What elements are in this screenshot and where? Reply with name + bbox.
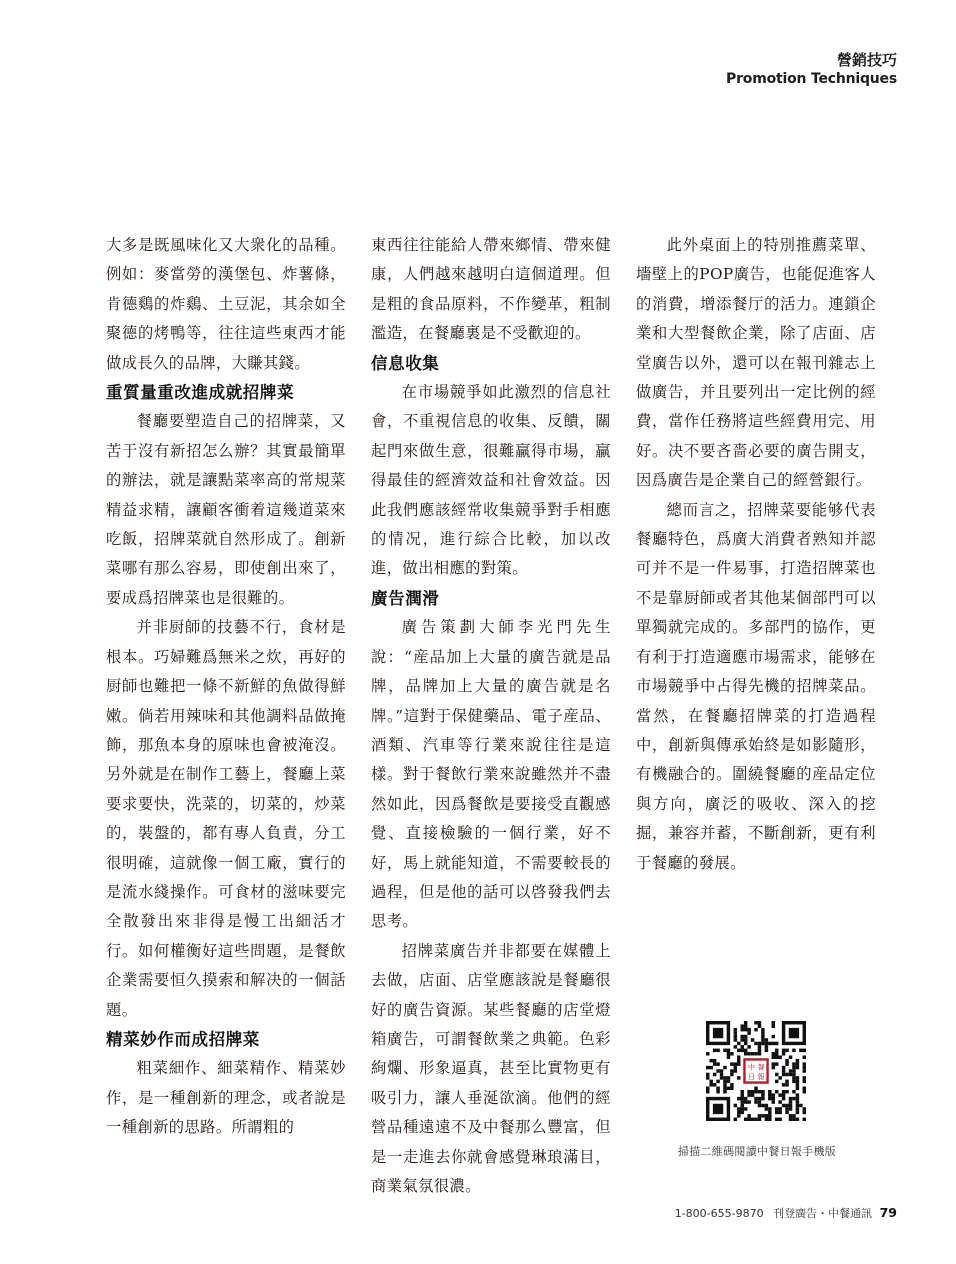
section-title-zh: 營銷技巧 — [836, 51, 897, 69]
body-paragraph: 粗菜細作、細菜精作、精菜妙作，是一種創新的理念，或者說是一種創新的思路。所謂粗的 — [106, 1059, 346, 1137]
qr-code[interactable] — [706, 1021, 806, 1121]
page-number: 79 — [879, 1205, 897, 1220]
article-column-3 — [636, 231, 876, 878]
qr-logo-char: 日 — [748, 1072, 756, 1081]
qr-caption: 掃描二維碼閱讀中餐日報手機版 — [677, 1145, 837, 1158]
body-paragraph: 招牌菜廣告并非都要在媒體上去做，店面、店堂應該說是餐廳很好的廣告資源。某些餐廳的店堂燈箱廣告，可謂餐飲業之典範。色彩絢爛、形象逼真，甚至比實物更有吸引力，讓人垂涎欲滴。他們的經營品種遠遠不及中餐那么豐富，但是一走進去你就會感覺琳琅滿目，商業氣氛很濃。 — [371, 941, 611, 1195]
body-paragraph: 餐廳要塑造自己的招牌菜，又苦于沒有新招怎么辦？其實最簡單的辦法，就是讓點菜率高的常規菜精益求精，讓顧客衝着這幾道菜來吃飯，招牌菜就自然形成了。創新菜哪有那么容易，即使創出來了，要成爲招牌菜也是很難的。 — [106, 412, 346, 607]
section-heading: 精菜妙作而成招牌菜 — [106, 1029, 260, 1049]
body-paragraph: 并非厨師的技藝不行，食材是根本。巧婦難爲無米之炊，再好的厨師也難把一條不新鮮的魚做得鮮嫩。倘若用辣味和其他調料品做掩飾，那魚本身的原味也會被淹沒。另外就是在制作工藝上，餐廳上菜要求要快，洗菜的，切菜的，炒菜的，裝盤的，都有專人負責，分工很明確，這就像一個工廠，實行的是流水綫操作。可食材的滋味要完全散發出來非得是慢工出細活才行。如何權衡好這些問題，是餐飲企業需要恒久摸索和解决的一個話題。 — [106, 618, 346, 1019]
footer-label: 刊登廣告・中餐通訊 — [773, 1207, 873, 1220]
qr-logo-char: 餐 — [757, 1063, 765, 1072]
body-paragraph: 在市場競爭如此激烈的信息社會，不重視信息的收集、反饋，關起門來做生意，很難贏得市場，贏得最佳的經濟效益和社會效益。因此我們應該經常收集競爭對手相應的情况，進行綜合比較，加以改進，做出相應的對策。 — [371, 383, 611, 578]
body-paragraph: 大多是既風味化又大衆化的品種。例如：麥當勞的漢堡包、炸薯條，肯德鷄的炸鷄、土豆泥，其余如全聚德的烤鴨等，往往這些東西才能做成長久的品牌，大賺其錢。 — [106, 236, 346, 372]
body-paragraph: 總而言之，招牌菜要能够代表餐廳特色，爲廣大消費者熟知并認可并不是一件易事，打造招牌菜也不是靠厨師或者其他某個部門可以單獨就完成的。多部門的協作，更有利于打造適應市場需求，能够在市場競爭中占得先機的招牌菜品。當然，在餐廳招牌菜的打造過程中，創新與傳承始終是如影隨形，有機融合的。圍繞餐廳的産品定位與方向，廣泛的吸收、深入的挖掘，兼容并蓄，不斷創新，更有利于餐廳的發展。 — [636, 500, 876, 872]
footer-phone: 1-800-655-9870 — [674, 1207, 764, 1220]
body-paragraph: 東西往往能給人帶來鄉情、帶來健康，人們越來越明白這個道理。但是粗的食品原料，不作變革，粗制濫造，在餐廳裏是不受歡迎的。 — [371, 236, 611, 343]
body-paragraph: 廣告策劃大師李光門先生說：“産品加上大量的廣告就是品牌，品牌加上大量的廣告就是名牌。”這對于保健藥品、電子産品、酒類、汽車等行業來說往往是這樣。對于餐飲行業來說雖然并不盡然如此，因爲餐飲是要接受直觀感覺、直接檢驗的一個行業，好不好，馬上就能知道，不需要較長的過程，但是他的話可以啓發我們去思考。 — [371, 618, 611, 931]
article-column-1 — [106, 231, 346, 1143]
qr-code-icon — [706, 1021, 806, 1121]
body-paragraph: 此外桌面上的特別推薦菜單、墻壁上的POP廣告，也能促進客人的消費，增添餐厅的活力。連鎖企業和大型餐飲企業，除了店面、店堂廣告以外，還可以在報刊雜志上做廣告，并且要列出一定比例的經費，當作任務將這些經費用完、用好。决不要吝嗇必要的廣告開支，因爲廣告是企業自己的經營銀行。 — [636, 236, 876, 490]
section-heading: 重質量重改進成就招牌菜 — [106, 383, 295, 403]
section-heading: 廣告潤滑 — [371, 588, 440, 608]
qr-logo-char: 中 — [748, 1063, 756, 1072]
article-column-2 — [371, 231, 611, 1201]
section-header — [726, 50, 897, 89]
qr-logo-char: 報 — [757, 1072, 765, 1081]
section-heading: 信息收集 — [371, 353, 440, 373]
page-footer — [675, 1205, 897, 1221]
section-title-en: Promotion Techniques — [726, 71, 897, 87]
